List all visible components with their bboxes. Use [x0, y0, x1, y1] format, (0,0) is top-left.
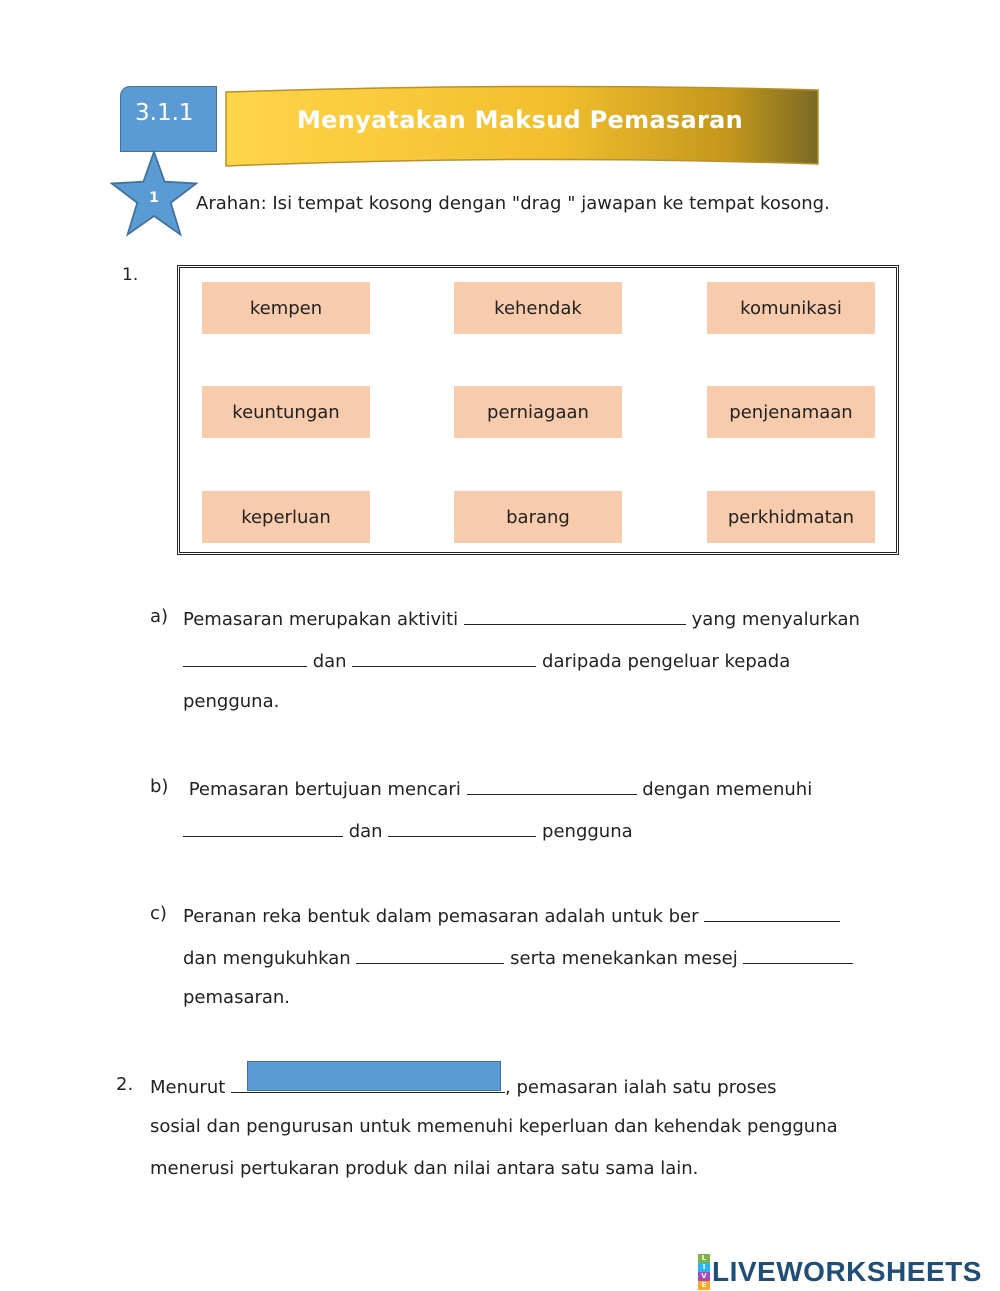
text: yang menyalurkan	[685, 609, 860, 630]
question-b-line-2	[183, 818, 633, 842]
blank-a1[interactable]	[464, 606, 686, 625]
text: dengan memenuhi	[636, 779, 813, 800]
blank-c3[interactable]	[743, 945, 853, 964]
question-c-line-2	[183, 945, 853, 969]
blank-c1[interactable]	[704, 903, 840, 922]
blank-b1[interactable]	[467, 776, 637, 795]
question-2-line-2: sosial dan pengurusan untuk memenuhi keperluan dan kehendak pengguna	[150, 1116, 838, 1137]
text: serta menekankan mesej	[504, 948, 744, 969]
text: Peranan reka bentuk dalam pemasaran adalah untuk ber	[183, 906, 705, 927]
logo-badge-letter: V	[698, 1272, 710, 1281]
liveworksheets-logo[interactable]	[698, 1254, 982, 1290]
answer-chip-keperluan[interactable]: keperluan	[202, 491, 370, 543]
question-c-line-1	[183, 903, 840, 927]
text: dan	[343, 821, 389, 842]
blank-a3[interactable]	[352, 648, 536, 667]
question-1-number: 1.	[122, 265, 139, 285]
question-c-line-3: pemasaran.	[183, 987, 291, 1008]
logo-text: LIVEWORKSHEETS	[712, 1256, 982, 1287]
answer-chip-barang[interactable]: barang	[454, 491, 622, 543]
activity-number: 1	[149, 190, 159, 206]
question-b-line-1	[183, 776, 812, 800]
question-a-label: a)	[150, 606, 169, 627]
blank-b3[interactable]	[388, 818, 536, 837]
text: Pemasaran bertujuan mencari	[183, 779, 467, 800]
answer-chip-komunikasi[interactable]: komunikasi	[707, 282, 875, 334]
question-a-line-3: pengguna.	[183, 691, 280, 712]
answer-chip-keuntungan[interactable]: keuntungan	[202, 386, 370, 438]
text: Menurut	[150, 1077, 232, 1098]
question-2-line-3: menerusi pertukaran produk dan nilai antara satu sama lain.	[150, 1158, 699, 1179]
question-b-label: b)	[150, 776, 169, 797]
blank-b2[interactable]	[183, 818, 343, 837]
text: dan	[307, 651, 353, 672]
answer-chip-kehendak[interactable]: kehendak	[454, 282, 622, 334]
question-c-label: c)	[150, 903, 167, 924]
section-code-tab	[120, 86, 217, 152]
answer-drop-box[interactable]	[247, 1061, 501, 1091]
answer-chip-penjenamaan[interactable]: penjenamaan	[707, 386, 875, 438]
text: pengguna	[536, 821, 633, 842]
logo-badge-letter: E	[698, 1281, 710, 1290]
text: dan mengukuhkan	[183, 948, 357, 969]
section-code: 3.1.1	[135, 100, 194, 126]
answer-chip-perkhidmatan[interactable]: perkhidmatan	[707, 491, 875, 543]
text: Pemasaran merupakan aktiviti	[183, 609, 464, 630]
text: daripada pengeluar kepada	[536, 651, 791, 672]
instruction-text: Arahan: Isi tempat kosong dengan "drag " jawapan ke tempat kosong.	[196, 193, 830, 214]
question-a-line-2	[183, 648, 790, 672]
logo-badge-icon	[698, 1254, 710, 1290]
logo-badge-letter: L	[698, 1254, 710, 1263]
blank-c2[interactable]	[356, 945, 504, 964]
blank-a2[interactable]	[183, 648, 307, 667]
word-bank	[177, 265, 899, 555]
page-title: Menyatakan Maksud Pemasaran	[296, 106, 744, 134]
text: , pemasaran ialah satu proses	[505, 1077, 777, 1098]
answer-chip-kempen[interactable]: kempen	[202, 282, 370, 334]
question-2-number: 2.	[116, 1074, 134, 1095]
logo-badge-letter: I	[698, 1263, 710, 1272]
question-a-line-1	[183, 606, 860, 630]
answer-chip-perniagaan[interactable]: perniagaan	[454, 386, 622, 438]
